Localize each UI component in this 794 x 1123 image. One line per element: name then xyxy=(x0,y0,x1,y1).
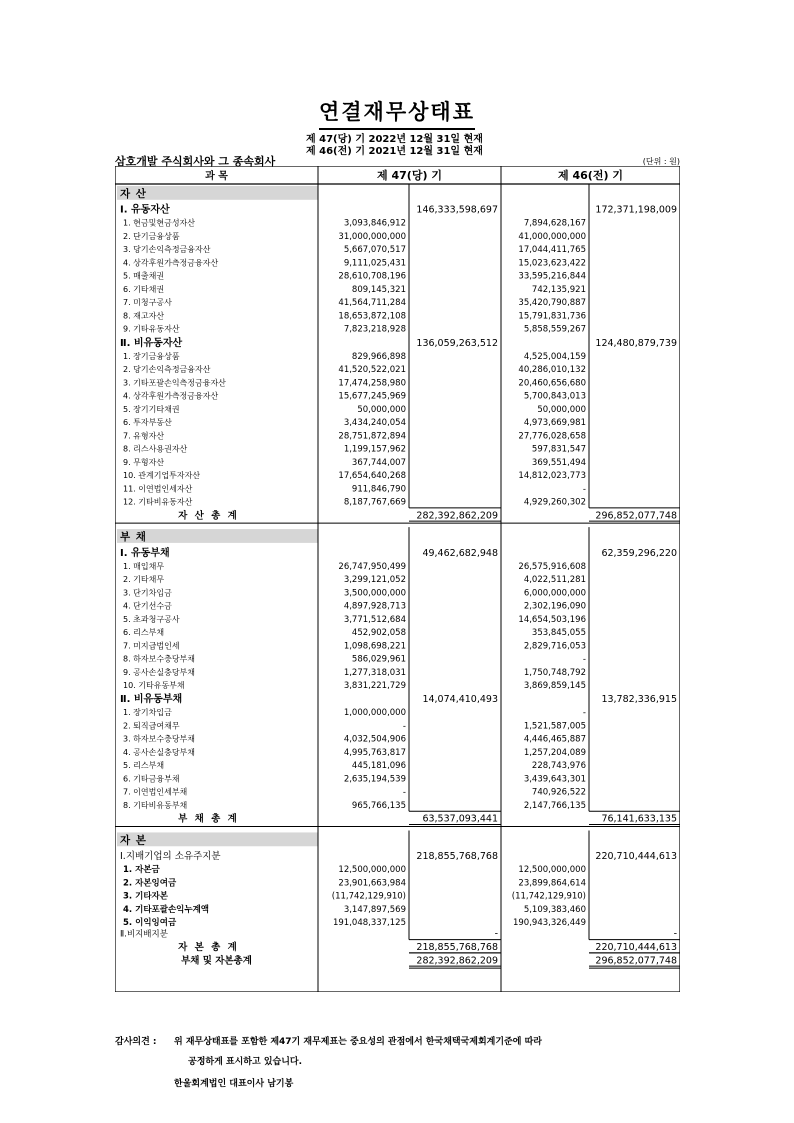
unit-label: (단위 : 원) xyxy=(642,157,680,166)
group-label: Ⅰ.지배기업의 소유주지분 xyxy=(120,851,221,863)
line-item-label: 9. 공사손실충당부채 xyxy=(123,667,195,677)
line-item-prior: 14,654,503,196 xyxy=(518,614,586,625)
line-item-prior: 1,750,748,792 xyxy=(523,667,586,678)
line-item-current: 3,500,000,000 xyxy=(343,588,406,599)
line-item-current: 4,032,504,906 xyxy=(343,734,406,745)
line-item-label: 3. 단기차입금 xyxy=(123,588,172,598)
line-item-prior: 23,899,864,614 xyxy=(518,878,586,889)
line-item-current: 41,520,522,021 xyxy=(338,365,406,376)
company-name: 삼호개발 주식회사와 그 종속회사 xyxy=(115,155,276,168)
group-prior-total: 124,480,879,739 xyxy=(595,337,677,349)
line-item-label: 5. 초과청구공사 xyxy=(123,614,180,624)
header-prior-period: 제 46(전) 기 xyxy=(558,169,623,182)
line-item-label: 8. 리스사용권자산 xyxy=(123,444,188,454)
line-item-prior: 4,929,260,302 xyxy=(523,497,586,508)
line-item-prior: 742,135,921 xyxy=(531,284,586,295)
section-label: 자 본 xyxy=(120,834,147,847)
line-item-prior: 12,500,000,000 xyxy=(518,865,586,876)
total-label: 자 본 총 계 xyxy=(178,942,239,954)
line-item-prior: 3,869,859,145 xyxy=(523,681,586,692)
line-item-current: - xyxy=(402,787,406,798)
line-item-prior: (11,742,129,910) xyxy=(511,891,586,902)
audit-opinion-line-1: 위 재무상태표를 포함한 제47기 재무제표는 중요성의 관점에서 한국채택국제회계기준에 따라 xyxy=(174,1037,542,1047)
line-item-prior: 20,460,656,680 xyxy=(518,378,586,389)
line-item-prior: 228,743,976 xyxy=(531,761,586,772)
line-item-label: 3. 기타자본 xyxy=(123,891,168,902)
total-current: 63,537,093,441 xyxy=(422,813,498,825)
line-item-current: 50,000,000 xyxy=(357,404,406,415)
line-item-current: 5,667,070,517 xyxy=(343,245,406,256)
line-item-label: 5. 리스부채 xyxy=(123,761,165,771)
line-item-label: 5. 매출채권 xyxy=(123,271,165,281)
line-item-current: 829,966,898 xyxy=(351,351,406,362)
line-item-prior: 4,022,511,281 xyxy=(523,575,586,586)
line-item-prior: 1,521,587,005 xyxy=(523,721,586,732)
header-account: 과 목 xyxy=(205,171,228,182)
line-item-label: 1. 자본금 xyxy=(123,865,160,876)
line-item-prior: 190,943,326,449 xyxy=(512,918,586,929)
grand-total-label: 부채 및 자본총계 xyxy=(181,955,252,967)
line-item-prior: 2,147,766,135 xyxy=(523,800,586,811)
line-item-current: 28,751,872,894 xyxy=(338,431,406,442)
header-current-period: 제 47(당) 기 xyxy=(377,169,442,182)
group-prior-total: 62,359,296,220 xyxy=(601,547,677,559)
line-item-prior: 597,831,547 xyxy=(531,444,586,455)
line-item-label: 3. 당기손익측정금융자산 xyxy=(123,245,211,255)
line-item-label: 9. 무형자산 xyxy=(123,457,165,467)
line-item-current: 15,677,245,969 xyxy=(338,391,406,402)
line-item-label: 1. 현금및현금성자산 xyxy=(123,218,195,228)
line-item-prior: 5,109,383,460 xyxy=(523,904,586,915)
line-item-current: 3,299,121,052 xyxy=(343,575,406,586)
line-item-prior: 2,302,196,090 xyxy=(523,601,586,612)
line-item-label: 12. 기타비유동자산 xyxy=(123,497,193,507)
line-item-prior: 740,926,522 xyxy=(531,787,586,798)
line-item-current: 8,187,767,669 xyxy=(343,497,406,508)
line-item-current: 586,029,961 xyxy=(351,654,406,665)
total-prior: 220,710,444,613 xyxy=(595,942,677,954)
line-item-prior: - xyxy=(582,484,586,495)
line-item-current: 3,093,846,912 xyxy=(343,218,406,229)
line-item-current: 17,474,258,980 xyxy=(338,378,406,389)
group-current-total: 49,462,682,948 xyxy=(422,547,498,559)
total-current: 218,855,768,768 xyxy=(416,942,498,954)
line-item-label: 4. 상각후원가측정금융자산 xyxy=(123,391,219,401)
line-item-label: 4. 기타포괄손익누계액 xyxy=(123,904,210,915)
line-item-label: 1. 장기금융상품 xyxy=(123,351,180,361)
total-prior: 296,852,077,748 xyxy=(595,510,677,522)
line-item-current: 28,610,708,196 xyxy=(338,271,406,282)
line-item-current: 452,902,058 xyxy=(351,628,406,639)
line-item-label: 4. 공사손실충당부채 xyxy=(123,747,195,757)
line-item-current: 2,635,194,539 xyxy=(343,774,406,785)
group-current-total: 218,855,768,768 xyxy=(416,851,498,863)
line-item-current: 3,771,512,684 xyxy=(343,614,406,625)
group-prior-total: 220,710,444,613 xyxy=(595,851,677,863)
line-item-prior: 4,973,669,981 xyxy=(523,418,586,429)
line-item-current: 191,048,337,125 xyxy=(332,918,406,929)
line-item-current: 12,500,000,000 xyxy=(338,865,406,876)
total-current: 282,392,862,209 xyxy=(416,510,498,522)
line-item-prior: 33,595,216,844 xyxy=(518,271,586,282)
group-current-total: 14,074,410,493 xyxy=(422,694,498,706)
line-item-current: 17,654,640,268 xyxy=(338,471,406,482)
line-item-prior: 1,257,204,089 xyxy=(523,747,586,758)
group-prior-total: - xyxy=(673,928,677,940)
prior-period: 제 46(전) 기 2021년 12월 31일 현재 xyxy=(306,146,483,157)
line-item-prior: 2,829,716,053 xyxy=(523,641,586,652)
line-item-current: 809,145,321 xyxy=(351,284,406,295)
line-item-current: 23,901,663,984 xyxy=(338,878,406,889)
line-item-current: 18,653,872,108 xyxy=(338,311,406,322)
line-item-prior: 15,023,623,422 xyxy=(518,258,586,269)
line-item-label: 8. 기타비유동부채 xyxy=(123,800,188,810)
line-item-current: 445,181,096 xyxy=(351,761,406,772)
auditor-name: 한울회계법인 대표이사 남기봉 xyxy=(174,1079,294,1089)
line-item-prior: 6,000,000,000 xyxy=(523,588,586,599)
line-item-prior: 41,000,000,000 xyxy=(518,231,586,242)
line-item-label: 3. 하자보수충당부채 xyxy=(123,734,195,744)
line-item-prior: 3,439,643,301 xyxy=(523,774,586,785)
group-label: Ⅰ. 유동자산 xyxy=(120,204,170,216)
line-item-prior: 35,420,790,887 xyxy=(518,298,586,309)
line-item-prior: 50,000,000 xyxy=(537,404,586,415)
section-label: 부 채 xyxy=(120,531,147,544)
group-current-total: 146,333,598,697 xyxy=(416,204,498,216)
line-item-label: 2. 자본잉여금 xyxy=(123,878,177,889)
group-prior-total: 13,782,336,915 xyxy=(601,694,677,706)
line-item-label: 2. 기타채무 xyxy=(123,575,165,585)
line-item-label: 6. 기타금융부채 xyxy=(123,774,180,784)
line-item-prior: 40,286,010,132 xyxy=(518,365,586,376)
line-item-label: 6. 기타채권 xyxy=(123,284,165,294)
line-item-label: 8. 재고자산 xyxy=(123,311,165,321)
group-label: Ⅰ. 유동부채 xyxy=(120,547,170,559)
line-item-label: 1. 매입채무 xyxy=(123,561,165,571)
line-item-prior: - xyxy=(582,654,586,665)
line-item-current: 1,199,157,962 xyxy=(343,444,406,455)
line-item-label: 7. 미지급법인세 xyxy=(123,641,180,651)
line-item-current: 9,111,025,431 xyxy=(343,258,406,269)
group-label: Ⅱ. 비유동자산 xyxy=(120,337,183,349)
line-item-label: 7. 이연법인세부채 xyxy=(123,787,188,797)
line-item-current: 1,277,318,031 xyxy=(343,667,406,678)
line-item-label: 1. 장기차입금 xyxy=(123,708,172,718)
line-item-current: 367,744,007 xyxy=(351,457,406,468)
line-item-label: 6. 투자부동산 xyxy=(123,418,172,428)
audit-opinion-line-2: 공정하게 표시하고 있습니다. xyxy=(188,1057,303,1067)
balance-sheet-table xyxy=(115,166,680,992)
line-item-current: 3,434,240,054 xyxy=(343,418,406,429)
line-item-prior: 5,700,843,013 xyxy=(523,391,586,402)
line-item-label: 4. 상각후원가측정금융자산 xyxy=(123,258,219,268)
line-item-current: (11,742,129,910) xyxy=(331,891,406,902)
line-item-prior: 4,446,465,887 xyxy=(523,734,586,745)
group-label: Ⅱ. 비유동부채 xyxy=(120,694,183,706)
line-item-label: 9. 기타유동자산 xyxy=(123,324,180,334)
line-item-current: 1,000,000,000 xyxy=(343,708,406,719)
line-item-current: 7,823,218,928 xyxy=(343,324,406,335)
line-item-current: - xyxy=(402,721,406,732)
line-item-label: 7. 유형자산 xyxy=(123,431,165,441)
line-item-current: 4,995,763,817 xyxy=(343,747,406,758)
line-item-current: 3,831,221,729 xyxy=(343,681,406,692)
line-item-label: 3. 기타포괄손익측정금융자산 xyxy=(123,378,226,388)
grand-total-current: 282,392,862,209 xyxy=(416,955,498,967)
line-item-label: 6. 리스부채 xyxy=(123,628,165,638)
line-item-prior: 14,812,023,773 xyxy=(518,471,586,482)
line-item-current: 3,147,897,569 xyxy=(343,904,406,915)
group-current-total: 136,059,263,512 xyxy=(416,337,498,349)
line-item-label: 5. 장기기타채권 xyxy=(123,404,180,414)
total-prior: 76,141,633,135 xyxy=(601,813,677,825)
document-title: 연결재무상태표 xyxy=(0,96,794,130)
section-shade xyxy=(117,529,318,543)
line-item-prior: 15,791,831,736 xyxy=(518,311,586,322)
section-shade xyxy=(117,186,318,200)
line-item-prior: 369,551,494 xyxy=(531,457,586,468)
line-item-current: 1,098,698,221 xyxy=(343,641,406,652)
line-item-prior: - xyxy=(582,708,586,719)
line-item-label: 2. 퇴직급여채무 xyxy=(123,721,180,731)
current-period: 제 47(당) 기 2022년 12월 31일 현재 xyxy=(306,134,483,145)
line-item-current: 911,846,790 xyxy=(351,484,406,495)
line-item-label: 11. 이연법인세자산 xyxy=(123,484,193,494)
grand-total-prior: 296,852,077,748 xyxy=(595,955,677,967)
line-item-current: 4,897,928,713 xyxy=(343,601,406,612)
group-current-total: - xyxy=(494,928,498,940)
line-item-current: 41,564,711,284 xyxy=(338,298,406,309)
line-item-current: 31,000,000,000 xyxy=(338,231,406,242)
line-item-label: 8. 하자보수충당부채 xyxy=(123,654,195,664)
line-item-current: 965,766,135 xyxy=(351,800,406,811)
line-item-label: 10. 관계기업투자자산 xyxy=(123,471,201,481)
section-shade xyxy=(117,832,318,846)
line-item-label: 4. 단기선수금 xyxy=(123,601,172,611)
line-item-label: 10. 기타유동부채 xyxy=(123,681,185,691)
line-item-prior: 4,525,004,159 xyxy=(523,351,586,362)
line-item-prior: 17,044,411,765 xyxy=(518,245,586,256)
line-item-label: 5. 이익잉여금 xyxy=(123,918,177,929)
line-item-label: 2. 단기금융상품 xyxy=(123,231,180,241)
line-item-prior: 353,845,055 xyxy=(531,628,586,639)
group-label: Ⅱ.비지배지분 xyxy=(120,929,168,940)
line-item-current: 26,747,950,499 xyxy=(338,561,406,572)
line-item-prior: 27,776,028,658 xyxy=(518,431,586,442)
line-item-prior: 26,575,916,608 xyxy=(518,561,586,572)
total-label: 자 산 총 계 xyxy=(178,510,239,522)
audit-opinion-label: 감사의견 : xyxy=(115,1037,157,1047)
group-prior-total: 172,371,198,009 xyxy=(595,204,677,216)
total-label: 부 채 총 계 xyxy=(178,813,239,825)
line-item-label: 7. 미청구공사 xyxy=(123,298,172,308)
line-item-prior: 5,858,559,267 xyxy=(523,324,586,335)
section-label: 자 산 xyxy=(120,188,147,200)
line-item-prior: 7,894,628,167 xyxy=(523,218,586,229)
line-item-label: 2. 당기손익측정금융자산 xyxy=(123,365,211,375)
